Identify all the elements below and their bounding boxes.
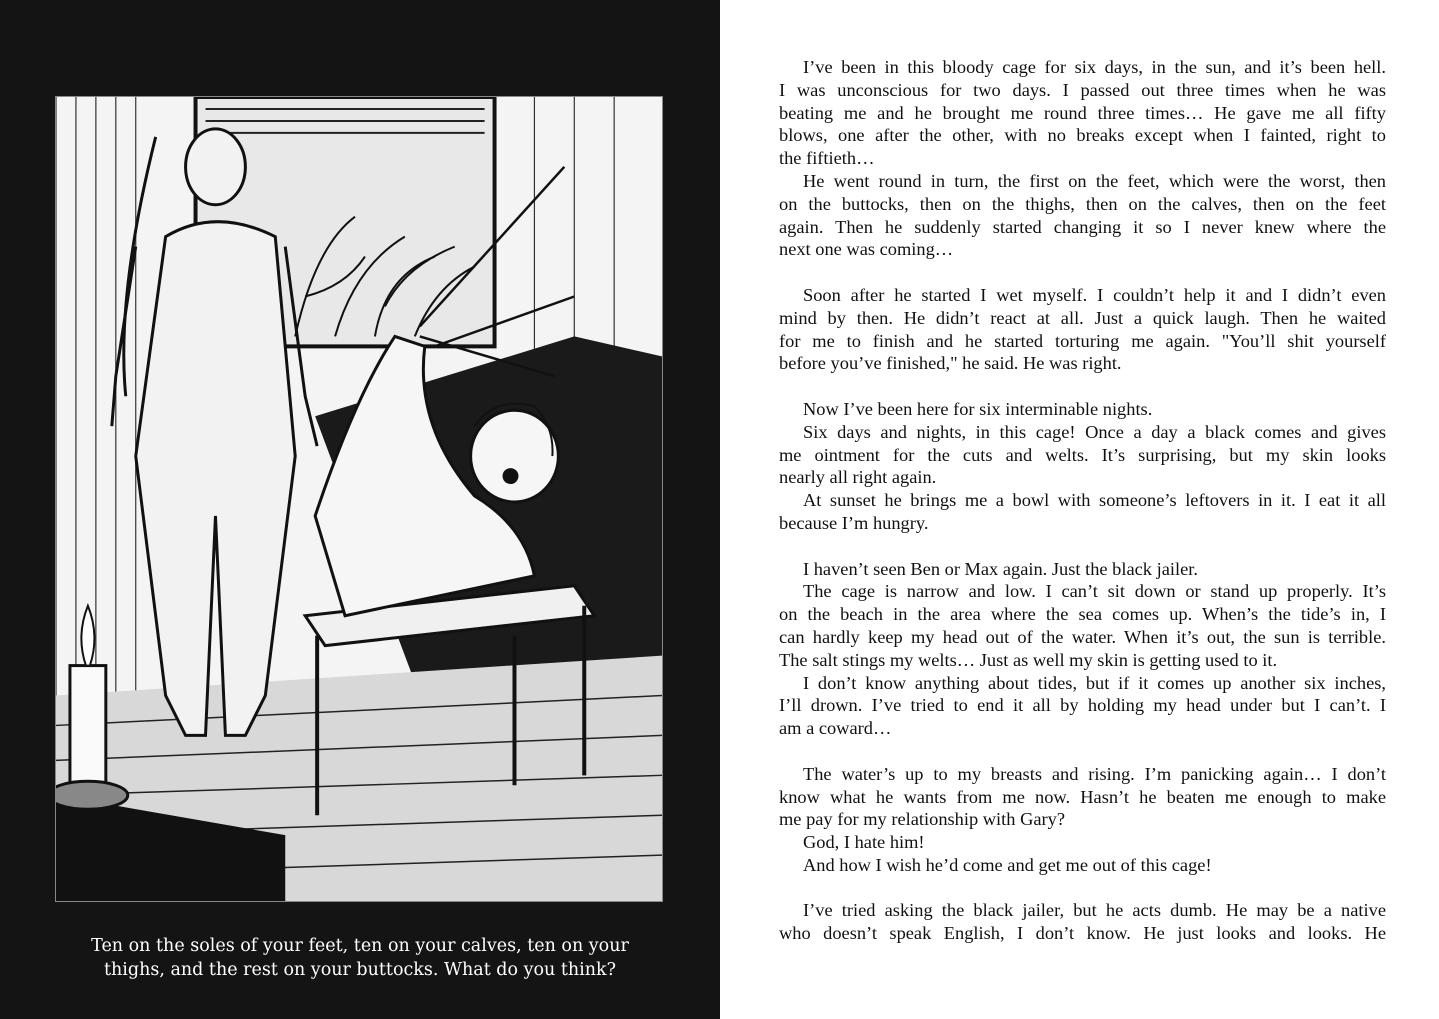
text-line: on the beach in the area where the sea comes up. When’s the tide’s in, I	[779, 604, 1386, 625]
body-text	[779, 56, 1386, 945]
text-line: He went round in turn, the first on the feet, which were the worst, then	[803, 170, 1386, 191]
text-line: before you’ve finished," he said. He was right.	[779, 353, 1122, 374]
text-line: I was unconscious for two days. I passed out three times when he was	[779, 79, 1386, 100]
illustration-caption	[60, 934, 660, 982]
caption-line-1: Ten on the soles of your feet, ten on your calves, ten on your	[91, 936, 629, 956]
paragraph-gap	[779, 535, 1386, 558]
caption-line-2: thighs, and the rest on your buttocks. What do you think?	[103, 960, 617, 980]
text-line: on the buttocks, then on the thighs, then on the calves, then on the feet	[779, 193, 1386, 214]
text-line: who doesn’t speak English, I don’t know. He just looks and looks. He	[779, 923, 1386, 944]
text-line: I’ve been in this bloody cage for six days, in the sun, and it’s been hell.	[803, 57, 1386, 77]
text-line: Now I’ve been here for six interminable nights.	[803, 398, 1153, 419]
text-line: I haven’t seen Ben or Max again. Just the black jailer.	[803, 558, 1198, 579]
paragraph-gap	[779, 375, 1386, 398]
paragraph-gap	[779, 740, 1386, 763]
right-page	[720, 0, 1439, 1019]
text-line: next one was coming…	[779, 239, 954, 260]
text-line: blows, one after the other, with no breaks except when I fainted, right to	[779, 125, 1386, 146]
text-line: can hardly keep my head out of the water. When it’s out, the sun is terrible.	[779, 626, 1386, 647]
text-line: me pay for my relationship with Gary?	[779, 809, 1065, 830]
text-line: Soon after he started I wet myself. I couldn’t help it and I didn’t even	[803, 284, 1386, 305]
paragraph-gap	[779, 261, 1386, 284]
text-line: nearly all right again.	[779, 467, 937, 488]
text-line: I’ll drown. I’ve tried to end it all by holding my head under but I can’t. I	[779, 695, 1386, 716]
text-line: I don’t know anything about tides, but if it comes up another six inches,	[803, 672, 1386, 693]
text-line: Six days and nights, in this cage! Once a day a black comes and gives	[803, 421, 1386, 442]
comic-illustration-icon	[56, 97, 662, 901]
text-line: The salt stings my welts… Just as well my skin is getting used to it.	[779, 649, 1278, 670]
text-line: The cage is narrow and low. I can’t sit down or stand up properly. It’s	[803, 581, 1386, 602]
text-line: And how I wish he’d come and get me out of this cage!	[803, 854, 1212, 875]
paragraph-gap	[779, 877, 1386, 900]
text-line: mind by then. He didn’t react at all. Just a quick laugh. Then he waited	[779, 307, 1386, 328]
text-line: the fiftieth…	[779, 148, 875, 169]
comic-illustration	[55, 96, 663, 902]
text-line: for me to finish and he started torturing me again. "You’ll shit yourself	[779, 330, 1386, 351]
text-line: again. Then he suddenly started changing it so I never knew where the	[779, 216, 1386, 237]
text-line: beating me and he brought me round three times… He gave me all fifty	[779, 102, 1386, 123]
text-line: The water’s up to my breasts and rising. I’m panicking again… I don’t	[803, 763, 1386, 784]
text-line: God, I hate him!	[803, 832, 925, 853]
text-line: know what he wants from me now. Hasn’t he beaten me enough to make	[779, 786, 1386, 807]
text-line: am a coward…	[779, 718, 892, 739]
text-line: I’ve tried asking the black jailer, but he acts dumb. He may be a native	[803, 900, 1386, 921]
text-line: because I’m hungry.	[779, 512, 929, 533]
text-line: At sunset he brings me a bowl with someone’s leftovers in it. I eat it all	[803, 490, 1386, 511]
text-line: me ointment for the cuts and welts. It’s surprising, but my skin looks	[779, 444, 1386, 465]
